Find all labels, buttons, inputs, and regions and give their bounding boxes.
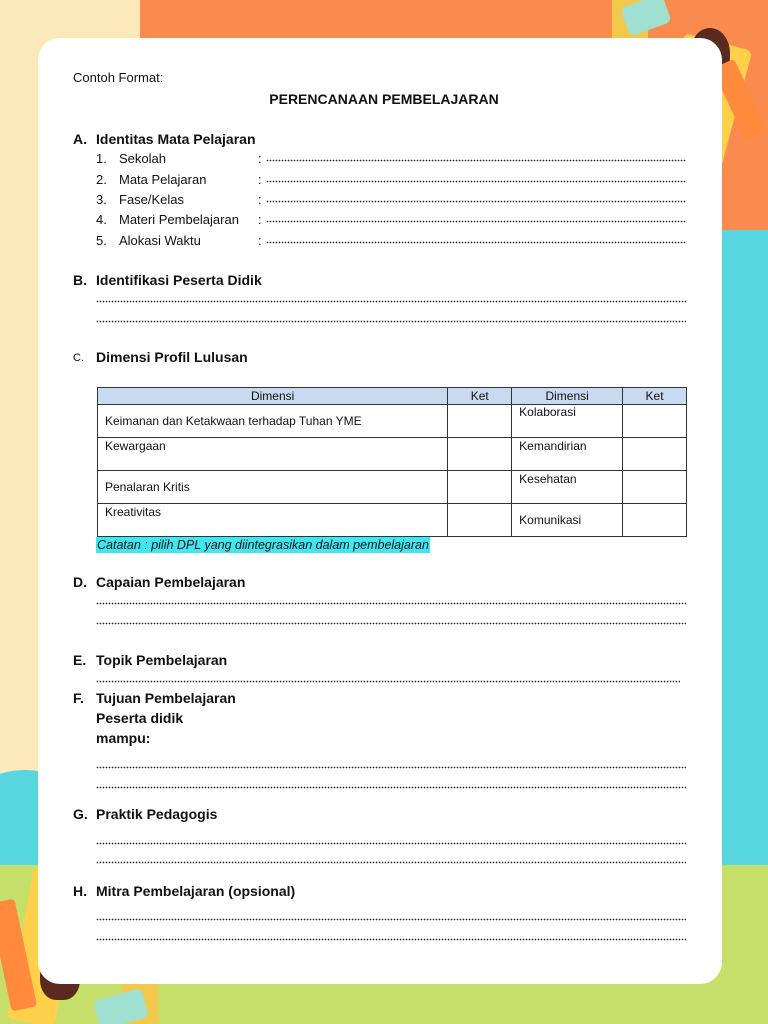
field-separator: : (258, 172, 262, 187)
ket-cell[interactable] (448, 504, 512, 537)
format-label: Contoh Format: (73, 70, 164, 85)
item-number: 4. (96, 212, 107, 227)
fill-line[interactable] (266, 239, 686, 245)
fill-line[interactable] (96, 298, 686, 304)
fill-line[interactable] (96, 318, 686, 324)
column-header: Ket (448, 388, 512, 405)
ket-cell[interactable] (623, 504, 687, 537)
section-marker: G. (73, 806, 88, 822)
highlighted-note: Catatan : pilih DPL yang diintegrasikan dalam pembelajaran (97, 538, 429, 552)
column-header: Dimensi (98, 388, 448, 405)
field-label: Mata Pelajaran (119, 172, 207, 187)
section-marker: A. (73, 131, 87, 147)
fill-line[interactable] (96, 784, 686, 790)
section-marker: C. (73, 352, 84, 364)
ket-cell[interactable] (623, 405, 687, 438)
field-label: Materi Pembelajaran (119, 212, 239, 227)
table-row (98, 405, 687, 438)
fill-line[interactable] (96, 916, 686, 922)
table-row (98, 471, 687, 504)
table-row (98, 504, 687, 537)
fill-line[interactable] (96, 678, 680, 684)
field-separator: : (258, 151, 262, 166)
item-number: 5. (96, 233, 107, 248)
dimension-cell: Kolaborasi (512, 405, 623, 438)
section-subheading: mampu: (96, 730, 151, 746)
fill-line[interactable] (266, 218, 686, 224)
field-label: Alokasi Waktu (119, 233, 201, 248)
dimension-cell: Kreativitas (98, 504, 448, 537)
field-separator: : (258, 212, 262, 227)
section-heading: Tujuan Pembelajaran (96, 690, 236, 706)
section-marker: D. (73, 574, 87, 590)
ket-cell[interactable] (448, 405, 512, 438)
field-separator: : (258, 233, 262, 248)
section-heading: Mitra Pembelajaran (opsional) (96, 883, 296, 899)
ket-cell[interactable] (623, 438, 687, 471)
dimension-cell: Kewargaan (98, 438, 448, 471)
ket-cell[interactable] (448, 471, 512, 504)
section-marker: H. (73, 883, 87, 899)
section-marker: B. (73, 272, 87, 288)
fill-line[interactable] (266, 198, 686, 204)
dimension-cell: Keimanan dan Ketakwaan terhadap Tuhan YME (98, 405, 448, 438)
section-heading: Topik Pembelajaran (96, 652, 228, 668)
dimension-cell: Kesehatan (512, 471, 623, 504)
section-marker: E. (73, 652, 87, 668)
fill-line[interactable] (96, 764, 686, 770)
dimension-cell: Komunikasi (512, 504, 623, 537)
dimension-table (97, 387, 687, 537)
table-header-row (98, 388, 687, 405)
item-number: 3. (96, 192, 107, 207)
field-separator: : (258, 192, 262, 207)
fill-line[interactable] (96, 936, 686, 942)
page-title: PERENCANAAN PEMBELAJARAN (269, 91, 499, 107)
column-header: Dimensi (512, 388, 623, 405)
section-heading: Identifikasi Peserta Didik (96, 272, 262, 288)
section-heading: Identitas Mata Pelajaran (96, 131, 256, 147)
field-label: Sekolah (119, 151, 166, 166)
fill-line[interactable] (266, 157, 686, 163)
ket-cell[interactable] (448, 438, 512, 471)
section-heading: Dimensi Profil Lulusan (96, 349, 248, 365)
table-row (98, 438, 687, 471)
fill-line[interactable] (96, 620, 686, 626)
fill-line[interactable] (96, 600, 686, 606)
field-label: Fase/Kelas (119, 192, 185, 207)
section-heading: Praktik Pedagogis (96, 806, 218, 822)
ket-cell[interactable] (623, 471, 687, 504)
fill-line[interactable] (266, 178, 686, 184)
section-heading: Capaian Pembelajaran (96, 574, 246, 590)
column-header: Ket (623, 388, 687, 405)
section-subheading: Peserta didik (96, 710, 184, 726)
item-number: 2. (96, 172, 107, 187)
dimension-cell: Kemandirian (512, 438, 623, 471)
fill-line[interactable] (96, 840, 686, 846)
section-marker: F. (73, 690, 84, 706)
item-number: 1. (96, 151, 107, 166)
dimension-cell: Penalaran Kritis (98, 471, 448, 504)
fill-line[interactable] (96, 859, 686, 865)
